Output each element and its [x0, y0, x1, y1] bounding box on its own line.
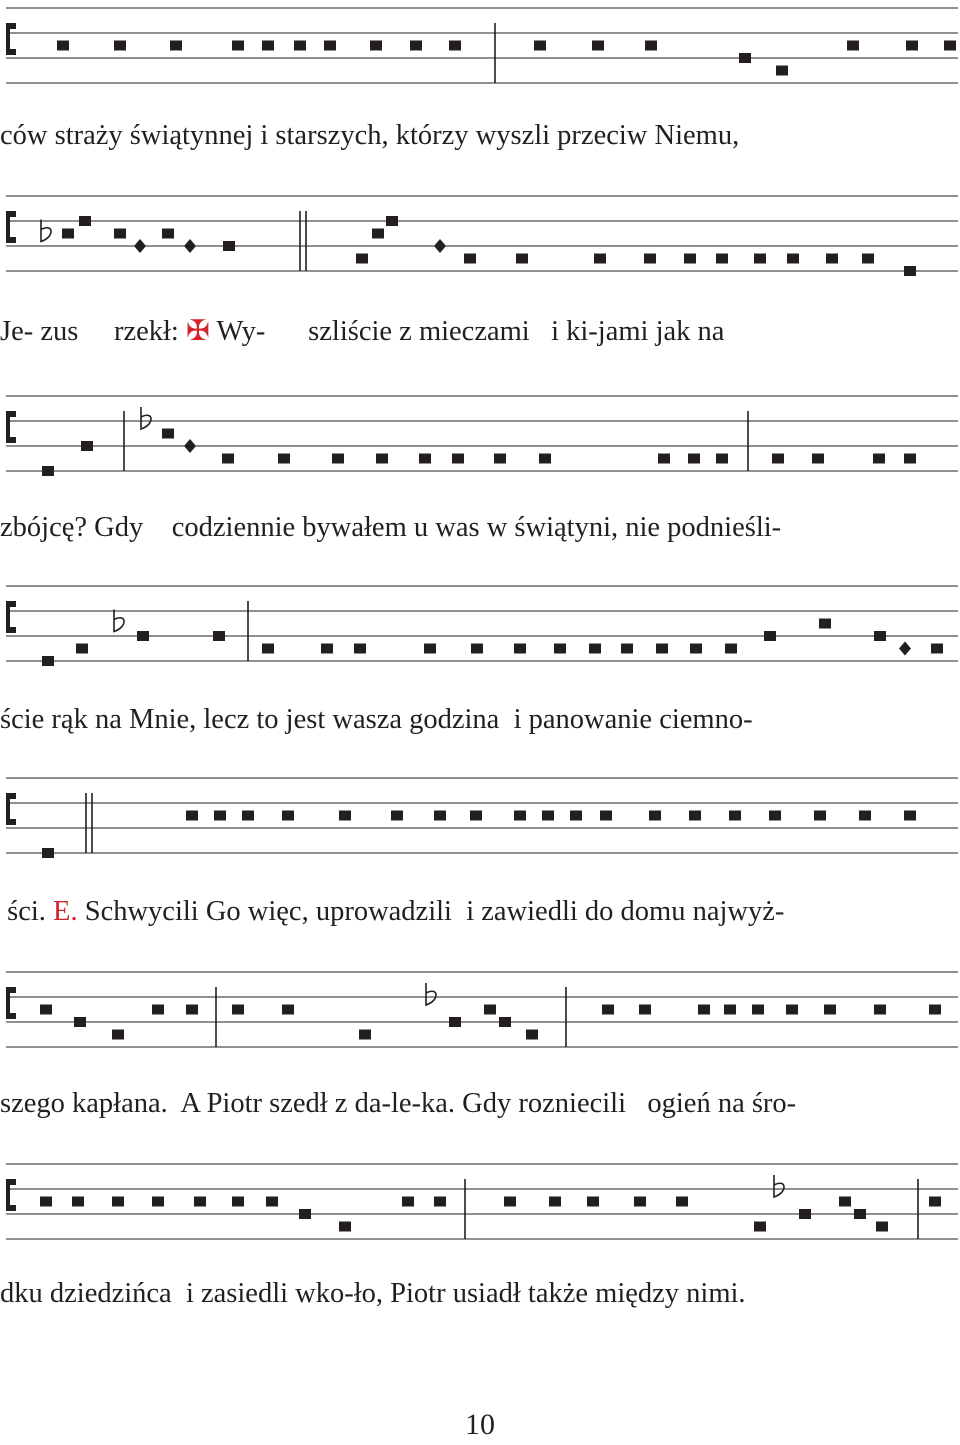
- square-note: [40, 1197, 52, 1207]
- square-note: [799, 1209, 811, 1219]
- square-note: [676, 1197, 688, 1207]
- rubric-mark: E.: [53, 896, 78, 927]
- square-note: [839, 1197, 851, 1207]
- flat-icon: [774, 1175, 784, 1197]
- square-note: [854, 1209, 866, 1219]
- square-note: [876, 1222, 888, 1232]
- lyric-text: Wy- szliście z mieczami i ki-jami jak na: [209, 316, 725, 347]
- square-note: [434, 1197, 446, 1207]
- square-note: [339, 1222, 351, 1232]
- lyric-text: Schwycili Go więc, uprowadzili i zawiedli do domu najwyż-: [77, 896, 785, 927]
- c-clef-icon: [6, 1179, 16, 1211]
- square-note: [929, 1197, 941, 1207]
- staff-lines: [6, 1164, 958, 1239]
- square-note: [634, 1197, 646, 1207]
- rubric-mark: ✠: [185, 316, 210, 347]
- square-note: [754, 1222, 766, 1232]
- square-note: [266, 1197, 278, 1207]
- square-note: [587, 1197, 599, 1207]
- lyric-text: Je- zus rzekł:: [0, 316, 186, 347]
- lyric-text: ców straży świątynnej i starszych, którzy wyszli przeciw Niemu,: [0, 120, 740, 151]
- lyric-text: szego kapłana. A Piotr szedł z da-le-ka. Gdy rozniecili ogień na śro-: [0, 1088, 797, 1119]
- square-note: [299, 1209, 311, 1219]
- lyric-text: ście rąk na Mnie, lecz to jest wasza godzina i panowanie ciemno-: [0, 704, 753, 735]
- lyric-text: dku dziedzińca i zasiedli wko-ło, Piotr usiadł także między nimi.: [0, 1278, 746, 1309]
- lyric-text: zbójcę? Gdy codziennie bywałem u was w świątyni, nie podnieśli-: [0, 512, 782, 543]
- square-note: [194, 1197, 206, 1207]
- square-note: [232, 1197, 244, 1207]
- lyric-text: ści.: [0, 896, 54, 927]
- square-note: [504, 1197, 516, 1207]
- page-number: 10: [465, 1408, 495, 1441]
- square-note: [152, 1197, 164, 1207]
- square-note: [72, 1197, 84, 1207]
- square-note: [549, 1197, 561, 1207]
- lyric-line: [0, 1278, 960, 1310]
- square-note: [402, 1197, 414, 1207]
- square-note: [112, 1197, 124, 1207]
